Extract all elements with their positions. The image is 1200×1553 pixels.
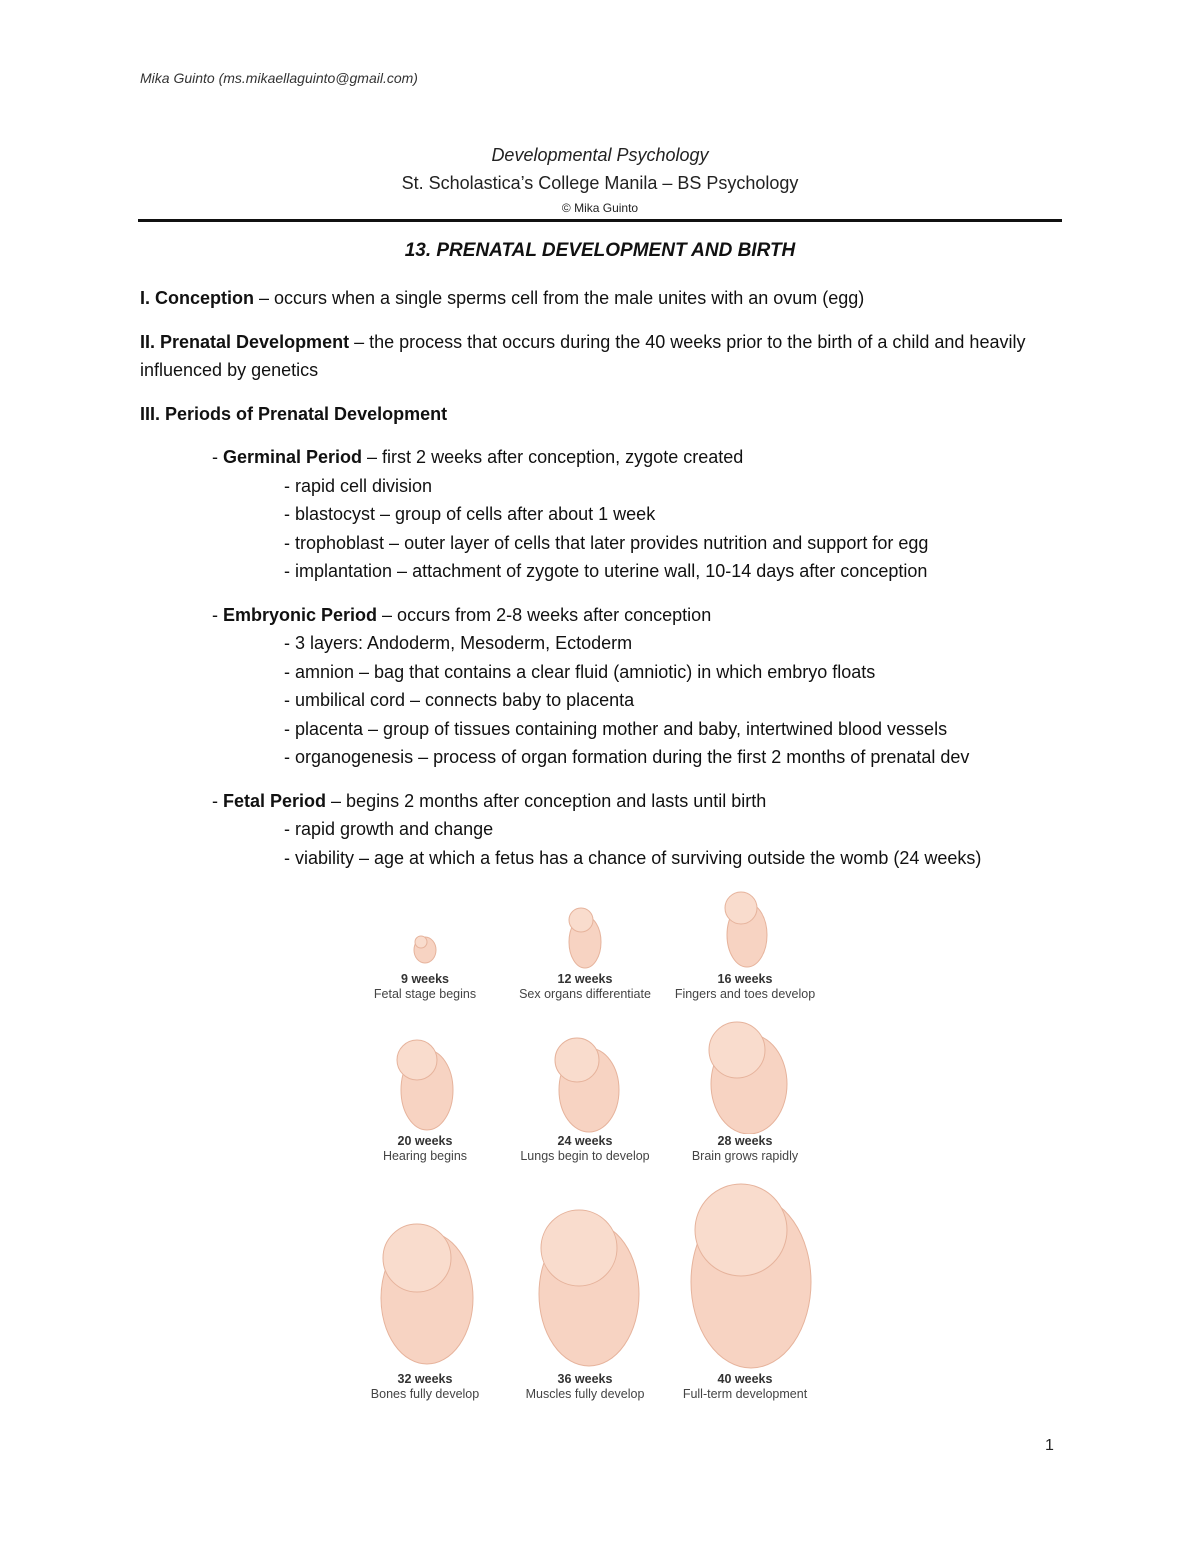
list-item: - umbilical cord – connects baby to placenta: [284, 690, 635, 710]
list-item: - organogenesis – process of organ formation during the first 2 months of prenatal dev: [284, 747, 970, 767]
fetal-development-figure: [355, 880, 855, 1410]
stage-description: Sex organs differentiate: [519, 987, 651, 1001]
stage-weeks-label: 36 weeks: [557, 1372, 613, 1386]
prenatal-label: II. Prenatal Development: [140, 331, 350, 352]
page-title: 13. PRENATAL DEVELOPMENT AND BIRTH: [404, 240, 796, 261]
stage-32-weeks: [345, 1170, 505, 1402]
stage-24-weeks: [505, 1012, 665, 1164]
prenatal-text: – the process that occurs during the 40 weeks prior to the birth of a child and heavily influenced by genetics: [140, 331, 1026, 380]
fetus-illustration: [505, 1170, 665, 1372]
fetus-illustration: [665, 880, 825, 972]
fetus-illustration: [665, 1012, 825, 1134]
list-item: - implantation – attachment of zygote to uterine wall, 10-14 days after conception: [284, 561, 928, 581]
stage-weeks-label: 16 weeks: [717, 972, 773, 986]
stage-weeks-label: 32 weeks: [397, 1372, 453, 1386]
header-divider: [138, 219, 1062, 222]
course-title: Developmental Psychology: [491, 145, 709, 165]
copyright-line: © Mika Guinto: [561, 201, 639, 215]
stage-description: Full-term development: [682, 1387, 808, 1401]
stage-weeks-label: 28 weeks: [717, 1134, 773, 1148]
fetus-illustration: [345, 1170, 505, 1372]
fetus-illustration: [345, 1012, 505, 1134]
stage-weeks-label: 12 weeks: [557, 972, 613, 986]
stage-20-weeks: [345, 1012, 505, 1164]
germinal-heading: - Germinal Period – first 2 weeks after conception, zygote created: [212, 447, 744, 467]
list-item: - rapid growth and change: [284, 819, 494, 839]
list-item: - placenta – group of tissues containing mother and baby, intertwined blood vessels: [284, 718, 948, 739]
stage-description: Fetal stage begins: [373, 987, 477, 1001]
stage-description: Brain grows rapidly: [691, 1149, 799, 1163]
fetus-illustration: [505, 1012, 665, 1134]
stage-9-weeks: [345, 880, 505, 1002]
list-item: - amnion – bag that contains a clear fluid (amniotic) in which embryo floats: [284, 661, 876, 682]
stage-description: Lungs begin to develop: [520, 1149, 650, 1163]
list-item: - 3 layers: Andoderm, Mesoderm, Ectoderm: [284, 633, 633, 653]
germinal-text: – first 2 weeks after conception, zygote created: [362, 447, 744, 467]
school-line: St. Scholastica’s College Manila – BS Psychology: [401, 173, 799, 193]
embryonic-text: – occurs from 2-8 weeks after conception: [377, 604, 712, 625]
stage-description: Hearing begins: [382, 1149, 468, 1163]
fetus-illustration: [345, 880, 505, 972]
list-item: - rapid cell division: [284, 475, 433, 496]
germinal-label: Germinal Period: [223, 447, 363, 467]
stage-weeks-label: 20 weeks: [397, 1134, 453, 1148]
periods-heading: III. Periods of Prenatal Development: [140, 403, 448, 424]
document-header: [0, 142, 1200, 218]
stage-description: Muscles fully develop: [525, 1387, 645, 1401]
stage-weeks-label: 40 weeks: [717, 1372, 773, 1386]
stage-weeks-label: 24 weeks: [557, 1134, 613, 1148]
list-item: - trophoblast – outer layer of cells that later provides nutrition and support for egg: [284, 532, 929, 553]
stage-16-weeks: [665, 880, 825, 1002]
fetus-illustration: [665, 1170, 825, 1372]
stage-weeks-label: 9 weeks: [401, 972, 449, 986]
fetus-illustration: [505, 880, 665, 972]
stage-28-weeks: [665, 1012, 825, 1164]
list-item: - blastocyst – group of cells after about 1 week: [284, 504, 656, 524]
germinal-block: [140, 443, 1070, 586]
notes-body: [140, 284, 1070, 887]
stage-description: Fingers and toes develop: [674, 987, 816, 1001]
fetal-heading: - Fetal Period – begins 2 months after conception and lasts until birth: [212, 790, 767, 811]
embryonic-heading: - Embryonic Period – occurs from 2-8 weeks after conception: [212, 604, 712, 625]
conception-text: – occurs when a single sperms cell from the male unites with an ovum (egg): [254, 288, 865, 308]
embryonic-block: [140, 601, 1070, 772]
conception-paragraph: [140, 284, 1070, 313]
stage-12-weeks: [505, 880, 665, 1002]
conception-label: I. Conception: [140, 288, 254, 308]
stage-description: Bones fully develop: [370, 1387, 480, 1401]
author-line: Mika Guinto (ms.mikaellaguinto@gmail.com): [140, 70, 418, 86]
prenatal-paragraph: [140, 328, 1070, 385]
embryonic-label: Embryonic Period: [223, 604, 378, 625]
fetal-text: – begins 2 months after conception and lasts until birth: [326, 790, 767, 811]
stage-36-weeks: [505, 1170, 665, 1402]
stage-40-weeks: [665, 1170, 825, 1402]
page-number: 1: [1045, 1437, 1054, 1454]
fetal-label: Fetal Period: [223, 790, 327, 811]
list-item: - viability – age at which a fetus has a chance of surviving outside the womb (24 weeks): [284, 847, 982, 868]
fetal-block: [140, 787, 1070, 873]
